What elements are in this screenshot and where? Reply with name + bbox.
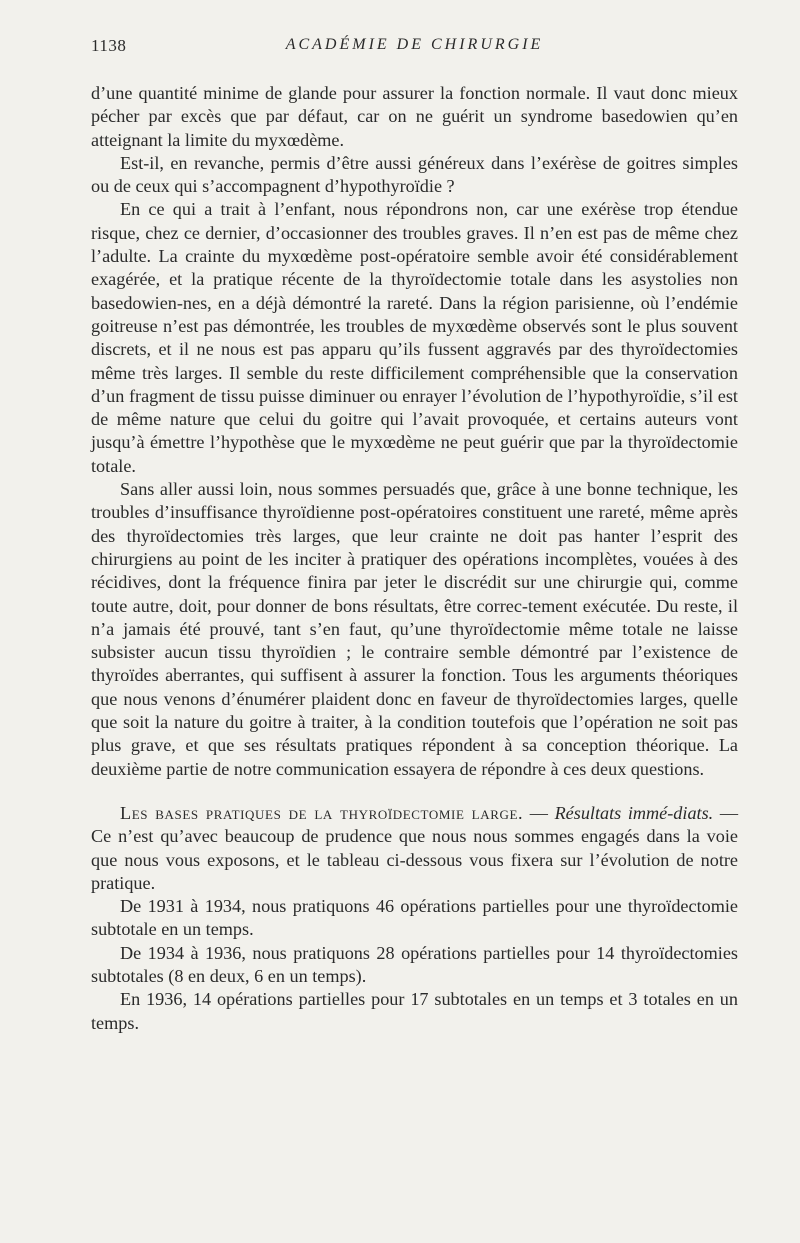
section-subheading: Résultats immé-diats. xyxy=(554,802,714,823)
body-text xyxy=(91,82,738,1035)
paragraph-4: Sans aller aussi loin, nous sommes persuadés que, grâce à une bonne technique, les troubles d’insuffisance thyroïdienne post-opératoires constituent une rareté, même après des thyroïdectomies très larges, que leur crainte ne doit pas hanter l’esprit des chirurgiens au point de les inciter à pratiquer des opérations incomplètes, vouées à des récidives, dont la fréquence finira par jeter le discrédit sur une chirurgie qui, comme toute autre, doit, pour donner de bons résultats, être correc-tement exécutée. Du reste, il n’a jamais été prouvé, tant s’en faut, qu’une thyroïdectomie même totale ne laisse subsister aucun tissu thyroïdien ; le contraire semble démontré par l’existence de thyroïdes aberrantes, qui suffisent à assurer la fonction. Tous les arguments théoriques que nous venons d’énumérer plaident donc en faveur de thyroïdectomies larges, quelle que soit la nature du goitre à traiter, à la condition toutefois que l’opération ne soit pas plus grave, et que ses résultats pratiques répondent à sa conception théorique. La deuxième partie de notre communication essayera de répondre à ces deux questions. xyxy=(91,479,738,779)
paragraph-2: Est-il, en revanche, permis d’être aussi généreux dans l’exérèse de goitres simples ou de ceux qui s’accompagnent d’hypothyroïdie ? xyxy=(91,152,738,197)
paragraph-3: En ce qui a trait à l’enfant, nous répondrons non, car une exérèse trop étendue risque, chez ce dernier, d’occasionner des troubles graves. Il n’en est pas de même chez l’adulte. La crainte du myxœdème post-opératoire semble avoir été considérablement exagérée, et la pratique récente de la thyroïdectomie totale dans les asystolies non basedowien-nes, en a déjà démontré la rareté. Dans la région parisienne, où l’endémie goitreuse n’est pas démontrée, les troubles de myxœdème observés sont le plus souvent discrets, et il ne nous est pas apparu qu’ils fussent aggravés par des thyroïdectomies même très larges. Il semble du reste difficilement compréhensible que la conservation d’un fragment de tissu puisse diminuer ou enrayer l’évolution de l’hypothyroïdie, s’il est de même nature que celui du goitre qui l’avait provoquée, et certains auteurs vont jusqu’à émettre l’hypothèse que le myxœdème ne peut guérir que par la thyroïdectomie totale. xyxy=(91,199,738,476)
page-number: 1138 xyxy=(91,36,127,55)
paragraph-6: De 1934 à 1936, nous pratiquons 28 opérations partielles pour 14 thyroïdectomies subtotales (8 en deux, 6 en un temps). xyxy=(91,942,738,986)
section-heading: Les bases pratiques de la thyroïdectomie large. xyxy=(120,802,524,823)
section-paragraph xyxy=(91,802,738,895)
paragraph-1: d’une quantité minime de glande pour assurer la fonction normale. Il vaut donc mieux pécher par excès que par défaut, car on ne guérit un syndrome basedowien qu’en atteignant la limite du myxœdème. xyxy=(91,83,738,150)
paragraph-7: En 1936, 14 opérations partielles pour 17 subtotales en un temps et 3 totales en un temps. xyxy=(91,989,738,1033)
paragraph-5: De 1931 à 1934, nous pratiquons 46 opérations partielles pour une thyroïdectomie subtotale en un temps. xyxy=(91,896,738,940)
section-text: — Ce n’est qu’avec beaucoup de prudence que nous nous sommes engagés dans la voie que nous vous exposons, et le tableau ci-dessous vous fixera sur l’évolution de notre pratique. xyxy=(91,802,739,893)
section-dash: — xyxy=(523,802,555,823)
running-title: ACADÉMIE DE CHIRURGIE xyxy=(285,36,544,53)
page-header xyxy=(91,36,738,60)
